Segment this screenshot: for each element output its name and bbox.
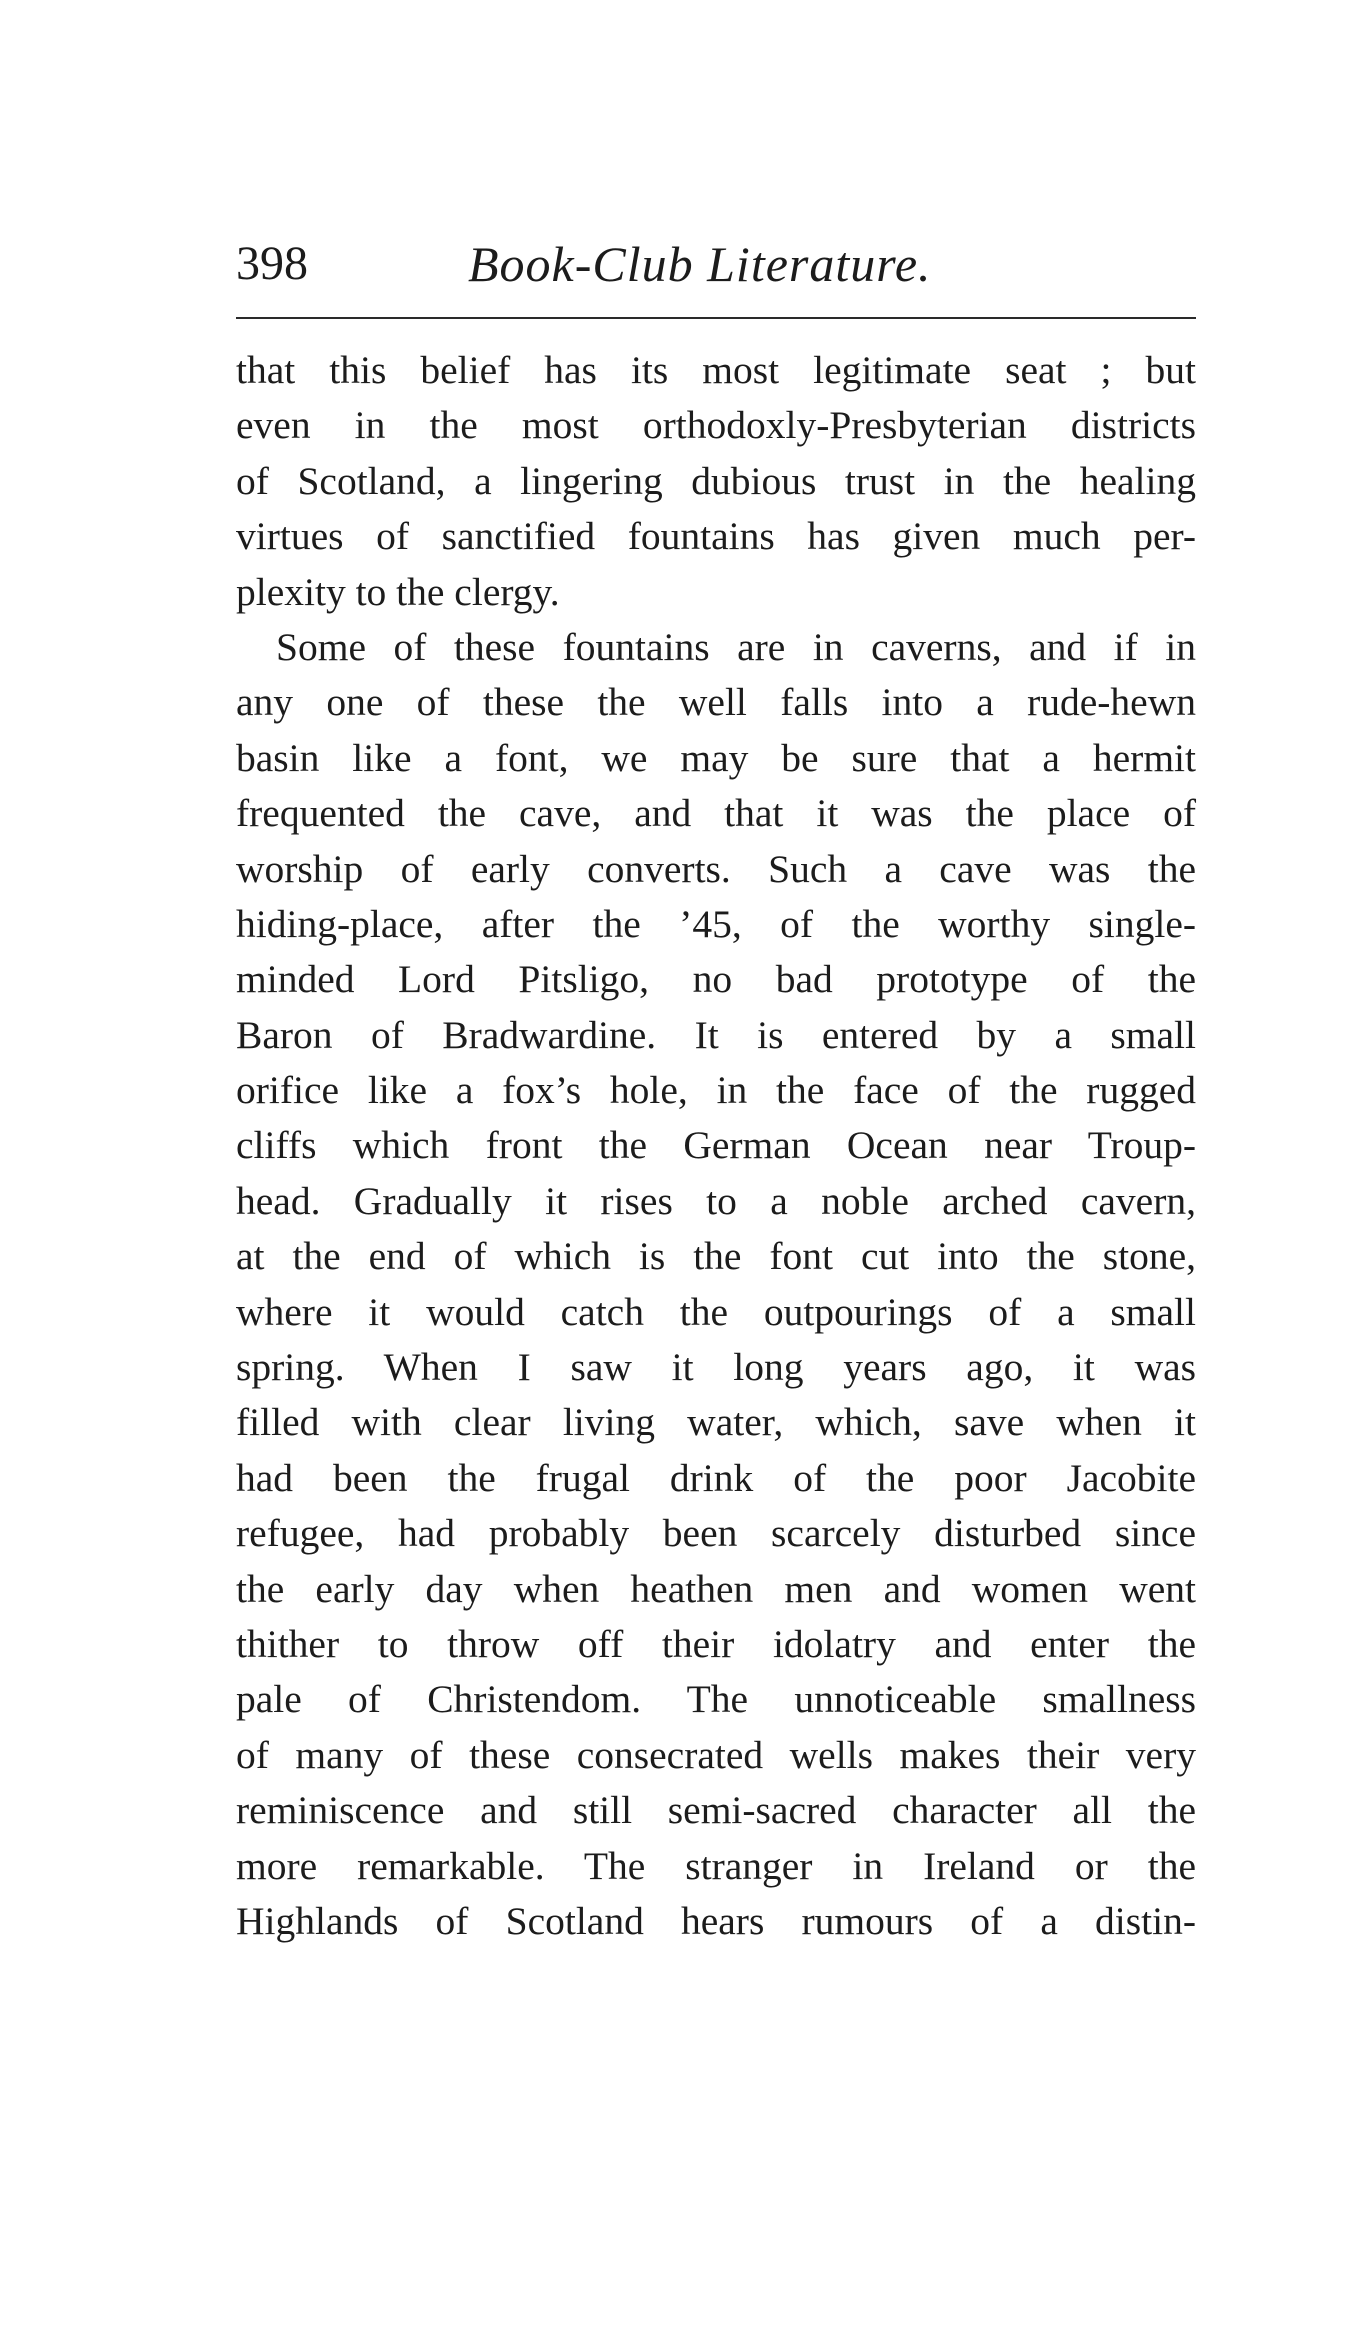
- text-line: filled with clear living water, which, save when it: [236, 1400, 1196, 1445]
- text-line: reminiscence and still semi-sacred character all the: [236, 1788, 1196, 1833]
- text-line: basin like a font, we may be sure that a hermit: [236, 735, 1196, 780]
- text-line: pale of Christendom. The unnoticeable smallness: [236, 1677, 1196, 1722]
- text-line: of Scotland, a lingering dubious trust in the healing: [236, 458, 1196, 503]
- text-line: thither to throw off their idolatry and enter the: [236, 1621, 1196, 1666]
- page-number: 398: [236, 237, 308, 290]
- text-line: more remarkable. The stranger in Ireland or the: [236, 1843, 1196, 1888]
- text-line: of many of these consecrated wells makes their very: [236, 1732, 1196, 1777]
- text-line: Highlands of Scotland hears rumours of a distin-: [236, 1898, 1196, 1943]
- page-header: [236, 228, 1196, 298]
- text-line: that this belief has its most legitimate seat ; but: [236, 348, 1196, 392]
- running-title: Book-Club Literature.: [468, 236, 932, 292]
- header-rule: [236, 317, 1196, 319]
- text-line: frequented the cave, and that it was the place of: [236, 791, 1196, 836]
- text-line: hiding-place, after the ’45, of the worthy single-: [236, 901, 1196, 946]
- text-line: cliffs which front the German Ocean near Troup-: [236, 1123, 1196, 1168]
- text-line: head. Gradually it rises to a noble arched cavern,: [236, 1178, 1196, 1223]
- text-line: minded Lord Pitsligo, no bad prototype of the: [236, 957, 1196, 1002]
- text-line: orifice like a fox’s hole, in the face of the rugged: [236, 1068, 1196, 1113]
- text-line: virtues of sanctified fountains has given much per-: [236, 514, 1196, 559]
- text-line: refugee, had probably been scarcely disturbed since: [236, 1511, 1196, 1556]
- body-text: [236, 343, 1196, 1949]
- text-line: the early day when heathen men and women went: [236, 1566, 1196, 1611]
- text-line: spring. When I saw it long years ago, it was: [236, 1345, 1196, 1390]
- text-line: where it would catch the outpourings of a small: [236, 1289, 1196, 1334]
- text-line: even in the most orthodoxly-Presbyterian districts: [236, 403, 1196, 448]
- text-line: had been the frugal drink of the poor Jacobite: [236, 1455, 1196, 1500]
- text-line: worship of early converts. Such a cave was the: [236, 846, 1196, 891]
- text-line: at the end of which is the font cut into the stone,: [236, 1234, 1196, 1279]
- text-line: Baron of Bradwardine. It is entered by a small: [236, 1012, 1196, 1057]
- text-line: Some of these fountains are in caverns, and if in: [276, 624, 1196, 669]
- text-line: plexity to the clergy.: [236, 569, 560, 614]
- text-line: any one of these the well falls into a rude-hewn: [236, 680, 1196, 725]
